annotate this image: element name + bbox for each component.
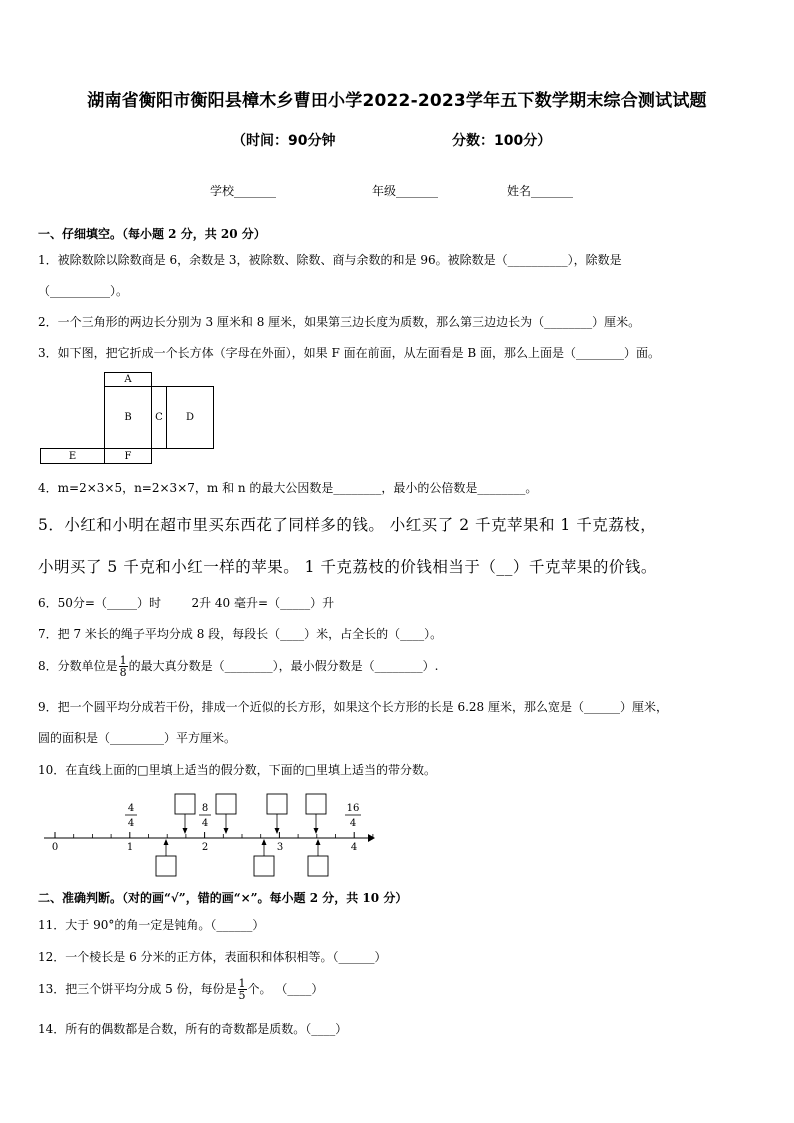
question-4: 4．m=2×3×5，n=2×3×7，m 和 n 的最大公因数是________，最小的公倍数是________。	[38, 481, 538, 495]
lower-answer-box[interactable]	[308, 839, 328, 876]
net-face-d: D	[166, 386, 214, 449]
question-8-prefix: 8．分数单位是	[38, 659, 118, 673]
exam-score: 分数：100分）	[452, 133, 552, 149]
grade-field: 年级_______	[372, 184, 439, 198]
question-2: 2．一个三角形的两边长分别为 3 厘米和 8 厘米，如果第三边长度为质数，那么第三边边长为（________）厘米。	[38, 315, 641, 329]
section-2-heading: 二、准确判断。（对的画“√”，错的画“×”。每小题 2 分，共 10 分）	[38, 891, 408, 905]
net-face-f: F	[104, 448, 152, 464]
fraction-one-fifth	[238, 978, 247, 1001]
fraction-one-eighth	[119, 655, 128, 678]
tick-label-2: 2	[201, 842, 209, 853]
upper-answer-box[interactable]	[216, 794, 236, 834]
question-10: 10．在直线上面的□里填上适当的假分数，下面的□里填上适当的带分数。	[38, 763, 436, 777]
net-face-c: C	[151, 386, 167, 449]
question-1-line-1: 1．被除数除以除数商是 6，余数是 3，被除数、除数、商与余数的和是 96。被除数是（__________），除数是	[38, 253, 622, 267]
question-8	[38, 655, 438, 678]
fraction-8-4-denominator: 4	[201, 818, 209, 829]
exam-time: （时间：90分钟	[232, 133, 336, 149]
question-11: 11．大于 90°的角一定是钝角。（______）	[38, 918, 265, 932]
question-9-line-2: 圆的面积是（_________）平方厘米。	[38, 731, 237, 745]
axis-arrow	[368, 834, 375, 842]
fraction-8-4-numerator: 8	[201, 803, 209, 814]
question-8-suffix: 的最大真分数是（________），最小假分数是（________）.	[128, 659, 439, 673]
tick-label-1: 1	[126, 842, 134, 853]
lower-answer-box[interactable]	[254, 839, 274, 876]
section-1-heading: 一、仔细填空。（每小题 2 分，共 20 分）	[38, 227, 266, 241]
question-6: 6．50分=（_____）时 2升 40 毫升=（_____）升	[38, 596, 335, 610]
fraction-numerator: 1	[238, 977, 246, 990]
upper-answer-box[interactable]	[267, 794, 287, 834]
minor-ticks	[55, 832, 373, 838]
question-3: 3．如下图，把它折成一个长方体（字母在外面），如果 F 面在前面，从左面看是 B 面，那么上面是（________）面。	[38, 346, 661, 360]
fraction-16-4-numerator: 16	[346, 803, 360, 814]
tick-label-0: 0	[51, 842, 59, 853]
question-13-prefix: 13．把三个饼平均分成 5 份，每份是	[38, 982, 237, 996]
question-9-line-1: 9．把一个圆平均分成若干份，排成一个近似的长方形，如果这个长方形的长是 6.28 厘米，那么宽是（______）厘米，	[38, 700, 668, 714]
number-line-figure	[38, 790, 378, 882]
exam-title: 湖南省衡阳市衡阳县樟木乡曹田小学2022-2023学年五下数学期末综合测试试题	[87, 91, 707, 111]
name-field: 姓名_______	[507, 184, 574, 198]
fraction-4-4-denominator: 4	[127, 818, 135, 829]
fraction-denominator: 8	[119, 666, 127, 679]
tick-label-3: 3	[276, 842, 284, 853]
upper-answer-box[interactable]	[175, 794, 195, 834]
question-5-line-2: 小明买了 5 千克和小红一样的苹果。 1 千克荔枝的价钱相当于（__）千克苹果的价钱。	[38, 558, 657, 576]
fraction-denominator: 5	[238, 989, 246, 1002]
fraction-numerator: 1	[119, 654, 127, 667]
fraction-16-4-denominator: 4	[349, 818, 357, 829]
question-5-line-1: 5．小红和小明在超市里买东西花了同样多的钱。 小红买了 2 千克苹果和 1 千克荔枝，	[38, 516, 657, 534]
question-14: 14．所有的偶数都是合数，所有的奇数都是质数。（____）	[38, 1022, 348, 1036]
lower-answer-box[interactable]	[156, 839, 176, 876]
upper-answer-box[interactable]	[306, 794, 326, 834]
fraction-4-4-numerator: 4	[127, 803, 135, 814]
question-13	[38, 978, 323, 1001]
question-13-suffix: 个。 （____）	[247, 982, 324, 996]
question-7: 7．把 7 米长的绳子平均分成 8 段，每段长（____）米，占全长的（____）。	[38, 627, 443, 641]
net-face-b: B	[104, 386, 152, 449]
school-field: 学校_______	[210, 184, 277, 198]
question-12: 12．一个棱长是 6 分米的正方体，表面积和体积相等。（______）	[38, 950, 387, 964]
net-face-a: A	[104, 372, 152, 387]
net-face-e: E	[40, 448, 105, 464]
question-1-line-2: （__________）。	[38, 284, 129, 298]
tick-label-4: 4	[350, 842, 358, 853]
